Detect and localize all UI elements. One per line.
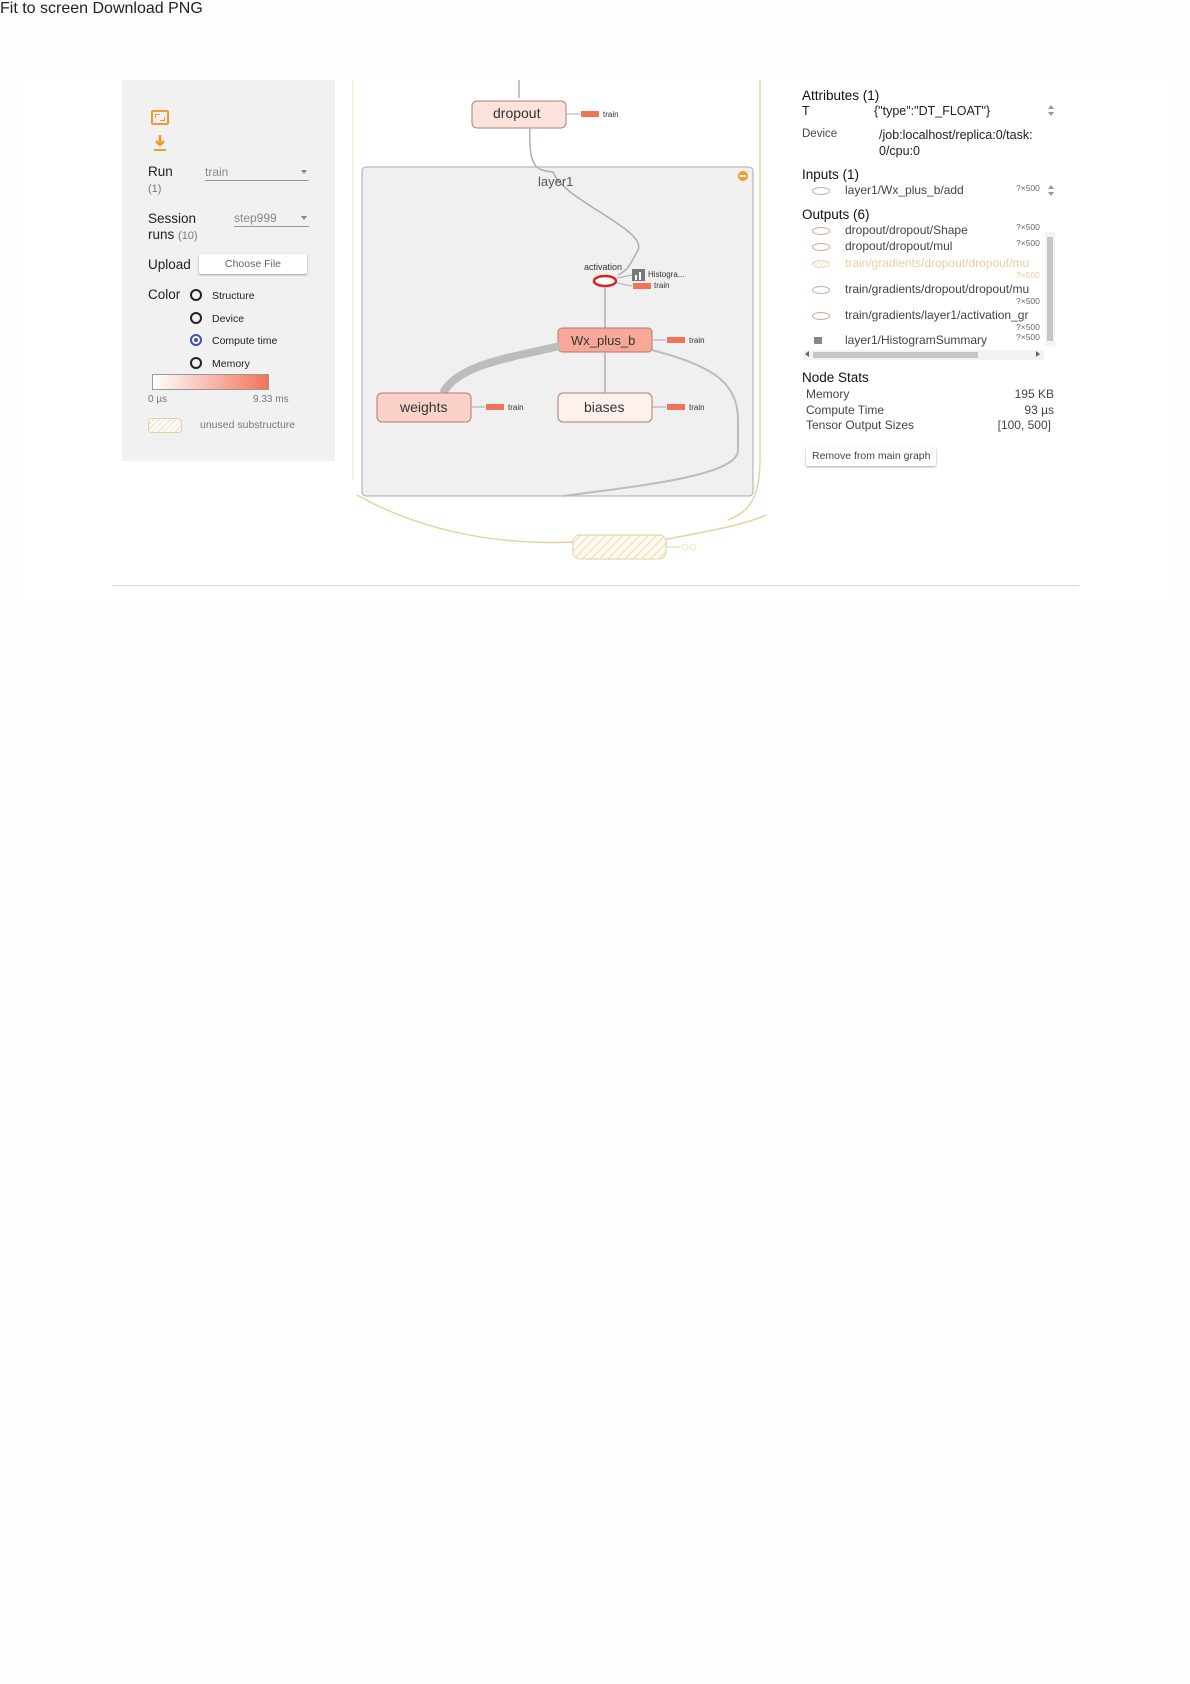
radio-device[interactable] xyxy=(190,312,202,324)
weights-train-marker xyxy=(486,404,504,410)
attr-value-t: {"type":"DT_FLOAT"} xyxy=(874,104,991,118)
run-count: (1) xyxy=(148,183,162,195)
session-label: Session xyxy=(148,211,197,226)
outputs-vertical-scroll-thumb[interactable] xyxy=(1047,237,1053,341)
wx-train-marker xyxy=(667,337,685,343)
op-node-icon xyxy=(812,227,830,235)
op-node-icon xyxy=(812,243,830,251)
output-shape-1: ?×500 xyxy=(1016,238,1040,248)
color-label: Color xyxy=(148,287,181,302)
dropout-train-marker xyxy=(581,111,599,117)
output-shape-4: ?×500 xyxy=(1016,322,1040,332)
input-shape-0: ?×500 xyxy=(1016,183,1040,193)
color-scale-min: 0 µs xyxy=(148,394,168,405)
radio-structure[interactable] xyxy=(190,289,202,301)
fit-to-screen-link[interactable]: Fit to screen xyxy=(0,0,89,17)
op-node-icon xyxy=(812,187,830,195)
summary-icon xyxy=(814,337,822,344)
node-stats-heading: Node Stats xyxy=(802,370,869,385)
stat-memory-key: Memory xyxy=(806,387,850,401)
run-select-value: train xyxy=(205,165,229,179)
color-scale-gradient xyxy=(152,374,269,390)
attr-key-t: T xyxy=(802,104,810,118)
device-value-line1: /job:localhost/replica:0/task: xyxy=(879,128,1033,142)
radio-memory[interactable] xyxy=(190,357,202,369)
histogram-icon-bar xyxy=(639,272,641,280)
stat-compute-time-value: 93 µs xyxy=(1024,403,1054,417)
fit-to-screen-icon[interactable] xyxy=(151,110,169,125)
unused-substructure-swatch xyxy=(148,418,182,433)
output-item-0[interactable]: dropout/dropout/Shape xyxy=(845,223,968,237)
input-item-0[interactable]: layer1/Wx_plus_b/add xyxy=(845,183,964,197)
output-shape-0: ?×500 xyxy=(1016,222,1040,232)
chevron-down-icon xyxy=(301,216,307,220)
chevron-down-icon xyxy=(301,170,307,174)
stat-tensor-sizes-key: Tensor Output Sizes xyxy=(806,418,915,432)
choose-file-button[interactable]: Choose File xyxy=(199,254,307,274)
dropout-node-label: dropout xyxy=(493,105,541,121)
histogram-icon[interactable] xyxy=(632,269,645,281)
op-node-icon xyxy=(812,286,830,294)
inputs-heading: Inputs (1) xyxy=(802,167,860,182)
color-scale-max: 9.33 ms xyxy=(253,394,289,405)
output-shape-2: ?×500 xyxy=(1016,270,1040,280)
output-item-3[interactable]: train/gradients/dropout/dropout/mu xyxy=(845,282,1030,296)
unused-substructure-label: unused substructure xyxy=(200,419,296,431)
radio-structure-label: Structure xyxy=(212,290,255,302)
stat-compute-time-key: Compute Time xyxy=(806,403,885,417)
wx-plus-b-label: Wx_plus_b xyxy=(571,333,636,348)
biases-train-marker xyxy=(667,404,685,410)
unused-out-marker xyxy=(682,544,688,550)
graph-canvas[interactable] xyxy=(348,80,768,560)
layer1-title: layer1 xyxy=(538,174,574,189)
edge-outer-left xyxy=(357,495,573,542)
attributes-heading: Attributes (1) xyxy=(802,88,880,103)
session-run-select-value: step999 xyxy=(234,211,277,225)
collapse-icon-bar xyxy=(740,175,746,177)
stat-memory-value: 195 KB xyxy=(1014,387,1054,401)
outputs-horizontal-scroll-thumb[interactable] xyxy=(813,352,978,358)
activation-train-label: train xyxy=(654,281,670,290)
unused-node[interactable] xyxy=(573,535,666,559)
outputs-heading: Outputs (6) xyxy=(802,207,870,222)
op-node-icon xyxy=(812,312,830,320)
radio-compute-time[interactable] xyxy=(190,334,202,346)
activation-node[interactable] xyxy=(594,276,616,286)
output-shape-3: ?×500 xyxy=(1016,296,1040,306)
output-item-2-clip xyxy=(845,256,1043,272)
weights-train-label: train xyxy=(508,403,524,412)
histogram-icon-bar xyxy=(635,275,637,280)
output-shape-5: ?×500 xyxy=(1016,332,1040,342)
device-value-line2: 0/cpu:0 xyxy=(879,144,921,158)
scroll-right-icon[interactable] xyxy=(1036,351,1040,357)
device-key: Device xyxy=(802,128,838,140)
scroll-up-icon[interactable] xyxy=(1048,105,1054,109)
run-select[interactable] xyxy=(205,165,309,181)
wx-train-label: train xyxy=(689,336,705,345)
remove-from-main-graph-button[interactable]: Remove from main graph xyxy=(806,447,936,466)
scroll-left-icon[interactable] xyxy=(805,351,809,357)
divider xyxy=(112,585,1079,586)
scroll-down-icon[interactable] xyxy=(1048,112,1054,116)
download-icon[interactable] xyxy=(151,134,169,152)
run-label: Run xyxy=(148,164,173,179)
download-png-link[interactable]: Download PNG xyxy=(92,0,203,17)
output-item-4[interactable]: train/gradients/layer1/activation_gr xyxy=(845,308,1029,322)
upload-label: Upload xyxy=(148,257,191,272)
output-item-3-clip xyxy=(845,282,1043,298)
scroll-down-icon[interactable] xyxy=(1048,192,1054,196)
layer1-group[interactable] xyxy=(362,167,753,496)
output-item-1[interactable]: dropout/dropout/mul xyxy=(845,239,953,253)
radio-device-label: Device xyxy=(212,313,245,325)
biases-train-label: train xyxy=(689,403,705,412)
biases-label: biases xyxy=(584,399,625,415)
unused-out-marker xyxy=(690,544,696,550)
output-item-4-clip xyxy=(845,308,1043,324)
output-item-5[interactable]: layer1/HistogramSummary xyxy=(845,333,988,347)
stat-tensor-sizes-value: [100, 500] xyxy=(997,418,1051,432)
activation-train-marker xyxy=(633,283,651,289)
weights-label: weights xyxy=(400,399,448,415)
activation-label: activation xyxy=(584,262,623,272)
op-node-icon xyxy=(812,260,830,268)
session-run-select[interactable] xyxy=(234,211,309,227)
radio-compute-time-label: Compute time xyxy=(212,335,278,347)
scroll-up-icon[interactable] xyxy=(1048,185,1054,189)
output-item-2[interactable]: train/gradients/dropout/dropout/mu xyxy=(845,256,1030,270)
radio-memory-label: Memory xyxy=(212,358,250,370)
histogram-label: Histogra... xyxy=(648,270,685,279)
dropout-train-label: train xyxy=(603,110,619,119)
session-runs-label: runs (10) xyxy=(148,227,198,242)
